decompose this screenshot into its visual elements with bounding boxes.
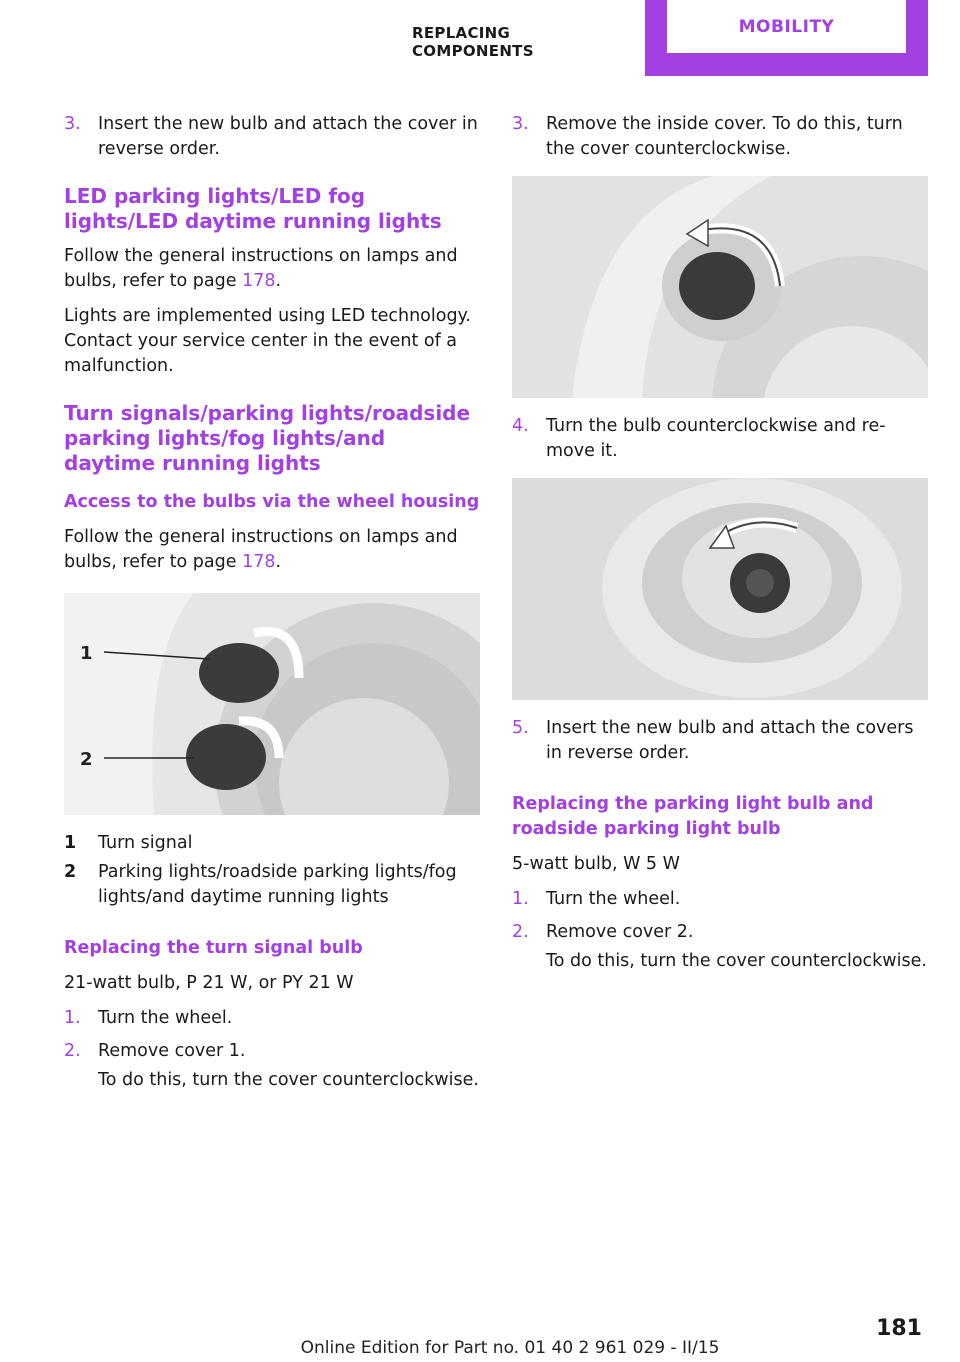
step-item: [64, 1039, 480, 1064]
step-item: [512, 414, 928, 464]
step-item: [64, 112, 480, 162]
legend-text: Turn signal: [98, 833, 193, 853]
step-number: 1.: [512, 889, 529, 909]
step-text: Insert the new bulb and attach the covers in reverse order.: [546, 718, 914, 763]
step-text: Remove the inside cover. To do this, turn the cover counterclockwise.: [546, 114, 903, 159]
wheel-housing-covers-illustration: [64, 593, 480, 815]
paragraph-bulb-type: 21-watt bulb, P 21 W, or PY 21 W: [64, 973, 354, 993]
heading-access-bulbs: Access to the bulbs via the wheel housing: [64, 492, 480, 512]
step-number: 4.: [512, 416, 529, 436]
step-item: [512, 716, 928, 766]
step-text: Remove cover 1.: [98, 1041, 246, 1061]
step-text: Remove cover 2.: [546, 922, 694, 942]
step-item: [512, 112, 928, 162]
step-number: 2.: [512, 922, 529, 942]
figure-label-2: 2: [80, 749, 93, 770]
section-title: REPLACING COMPONENTS: [412, 24, 534, 60]
step-text: Turn the bulb counterclockwise and re‐move it.: [546, 416, 886, 461]
step-number: 1.: [64, 1008, 81, 1028]
step-number: 3.: [512, 114, 529, 134]
step-subtext: To do this, turn the cover counterclockwise.: [546, 951, 927, 971]
step-text: Turn the wheel.: [546, 889, 681, 909]
step-item: [64, 1006, 480, 1031]
legend-item: [64, 831, 480, 856]
figure-label-1: 1: [80, 643, 93, 664]
legend-number: 2: [64, 862, 77, 882]
bulb-removal-illustration: [512, 478, 928, 700]
chapter-tab-label: MOBILITY: [738, 16, 835, 37]
step-item: [512, 920, 928, 945]
page-number: 181: [876, 1316, 922, 1341]
legend-number: 1: [64, 833, 77, 853]
legend-item: [64, 860, 480, 910]
heading-replace-parking-light: Replacing the parking light bulb and roadside parking light bulb: [512, 794, 874, 839]
step-number: 5.: [512, 718, 529, 738]
heading-turn-signals: Turn signals/parking lights/roadside parking lights/fog lights/and daytime running lights: [64, 401, 471, 475]
paragraph-bulb-type: 5-watt bulb, W 5 W: [512, 854, 680, 874]
page-link-178[interactable]: 178: [242, 552, 276, 572]
step-item: [512, 887, 928, 912]
left-column: [64, 112, 480, 1101]
chapter-tab: [645, 0, 928, 76]
step-text: Turn the wheel.: [98, 1008, 233, 1028]
paragraph-led-technology: Lights are implemented using LED technology. Contact your service center in the event of a malfunction.: [64, 306, 471, 376]
legend-text: Parking lights/roadside parking lights/fog lights/and daytime running lights: [98, 862, 457, 907]
right-column: [512, 112, 928, 982]
edition-footer: Online Edition for Part no. 01 40 2 961 029 - II/15: [300, 1338, 720, 1358]
page-link-178[interactable]: 178: [242, 271, 276, 291]
paragraph-access-instructions: Follow the general instructions on lamps and bulbs, refer to page 178.: [64, 527, 458, 572]
heading-replace-turn-signal: Replacing the turn signal bulb: [64, 938, 363, 958]
paragraph-led-instructions: Follow the general instructions on lamps and bulbs, refer to page 178.: [64, 246, 458, 291]
step-subtext: To do this, turn the cover counterclockwise.: [98, 1070, 479, 1090]
step-number: 3.: [64, 114, 81, 134]
heading-led-lights: LED parking lights/LED fog lights/LED daytime running lights: [64, 184, 442, 233]
step-number: 2.: [64, 1041, 81, 1061]
inside-cover-illustration: [512, 176, 928, 398]
step-text: Insert the new bulb and attach the cover in reverse order.: [98, 114, 478, 159]
